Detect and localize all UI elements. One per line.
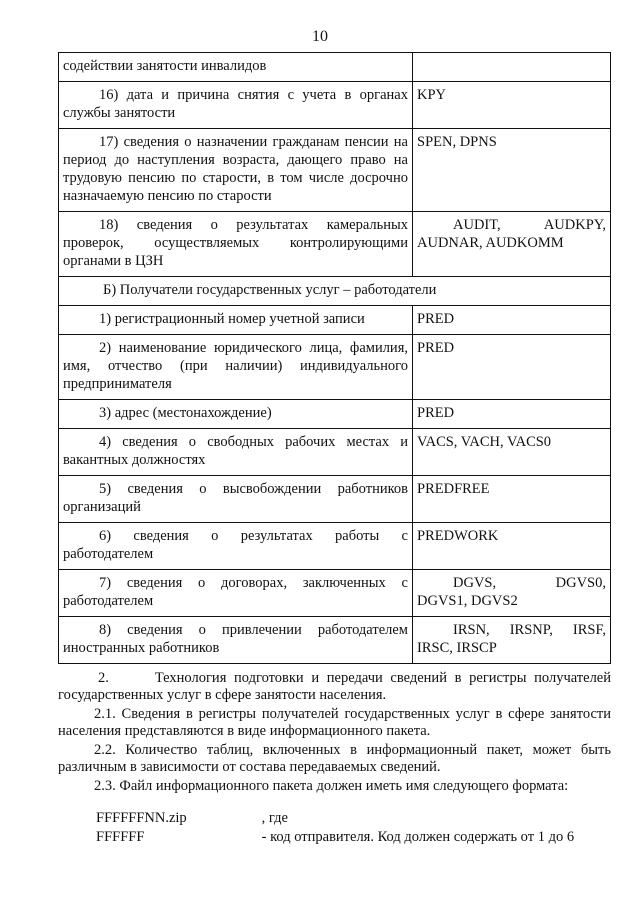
section-heading: Б) Получатели государственных услуг – работодатели <box>59 277 611 306</box>
paragraph: 2.3. Файл информационного пакета должен иметь имя следующего формата: <box>94 778 569 794</box>
sender-code-description: - код отправителя. Код должен содержать от 1 до 6 <box>261 829 575 845</box>
file-name-format: FFFFFFNN.zip <box>96 810 187 826</box>
row-description: 18) сведения о результатах камеральных проверок, осуществляемых контролирующими органами в ЦЗН <box>59 212 413 277</box>
row-codes <box>413 212 611 277</box>
row-description: 7) сведения о договорах, заключенных с работодателем <box>59 570 413 617</box>
row-codes: PRED <box>413 400 611 429</box>
table-row <box>59 212 611 277</box>
table-row <box>59 335 611 400</box>
paragraph: 2. Технология подготовки и передачи сведений в регистры получателей государственных услуг в сфере занятости населения. <box>58 670 611 703</box>
body-text <box>58 670 611 797</box>
row-codes: KPY <box>413 82 611 129</box>
codes-line: AUDNAR, AUDKOMM <box>417 235 564 251</box>
row-description: 8) сведения о привлечении работодателем иностранных работников <box>59 617 413 664</box>
row-codes: PRED <box>413 335 611 400</box>
row-description: 2) наименование юридического лица, фамилия, имя, отчество (при наличии) индивидуального предпринимателя <box>59 335 413 400</box>
row-description: 4) сведения о свободных рабочих местах и вакантных должностях <box>59 429 413 476</box>
row-codes: PREDFREE <box>413 476 611 523</box>
row-description: 6) сведения о результатах работы с работодателем <box>59 523 413 570</box>
table-row <box>59 523 611 570</box>
table-row <box>59 570 611 617</box>
codes-line: IRSN, IRSNP, IRSF, <box>453 622 606 638</box>
row-description: 1) регистрационный номер учетной записи <box>59 306 413 335</box>
row-codes: PRED <box>413 306 611 335</box>
row-description: 3) адрес (местонахождение) <box>59 400 413 429</box>
page-number: 10 <box>312 28 328 45</box>
row-codes <box>413 617 611 664</box>
row-description: 16) дата и причина снятия с учета в органах службы занятости <box>59 82 413 129</box>
codes-line: AUDIT, AUDKPY, <box>453 217 606 233</box>
codes-line: DGVS, DGVS0, <box>453 575 606 591</box>
row-description: содействии занятости инвалидов <box>59 53 413 82</box>
table-row <box>59 82 611 129</box>
table-row <box>59 53 611 82</box>
sender-code-format: FFFFFF <box>96 829 145 845</box>
paragraph: 2.2. Количество таблиц, включенных в информационный пакет, может быть различным в зависимости от состава передаваемых сведений. <box>58 742 611 775</box>
table-row <box>59 400 611 429</box>
registry-table <box>58 52 611 664</box>
table-row <box>59 306 611 335</box>
table-row <box>59 617 611 664</box>
row-codes: VACS, VACH, VACS0 <box>413 429 611 476</box>
table-row <box>59 429 611 476</box>
codes-line: IRSC, IRSCP <box>417 640 497 656</box>
file-name-suffix: , где <box>261 810 288 826</box>
format-line <box>96 810 611 827</box>
format-line <box>96 829 611 846</box>
table-row <box>59 476 611 523</box>
row-description: 5) сведения о высвобождении работников организаций <box>59 476 413 523</box>
section-row <box>59 277 611 306</box>
row-codes <box>413 53 611 82</box>
row-description: 17) сведения о назначении гражданам пенсии на период до наступления возраста, дающего право на трудовую пенсию по старости, в том числе досрочно назначаемую пенсию по старости <box>59 129 413 212</box>
row-codes <box>413 570 611 617</box>
row-codes: PREDWORK <box>413 523 611 570</box>
table-row <box>59 129 611 212</box>
paragraph: 2.1. Сведения в регистры получателей государственных услуг в сфере занятости населения представляются в виде информационного пакета. <box>58 706 611 739</box>
codes-line: DGVS1, DGVS2 <box>417 593 518 609</box>
row-codes: SPEN, DPNS <box>413 129 611 212</box>
